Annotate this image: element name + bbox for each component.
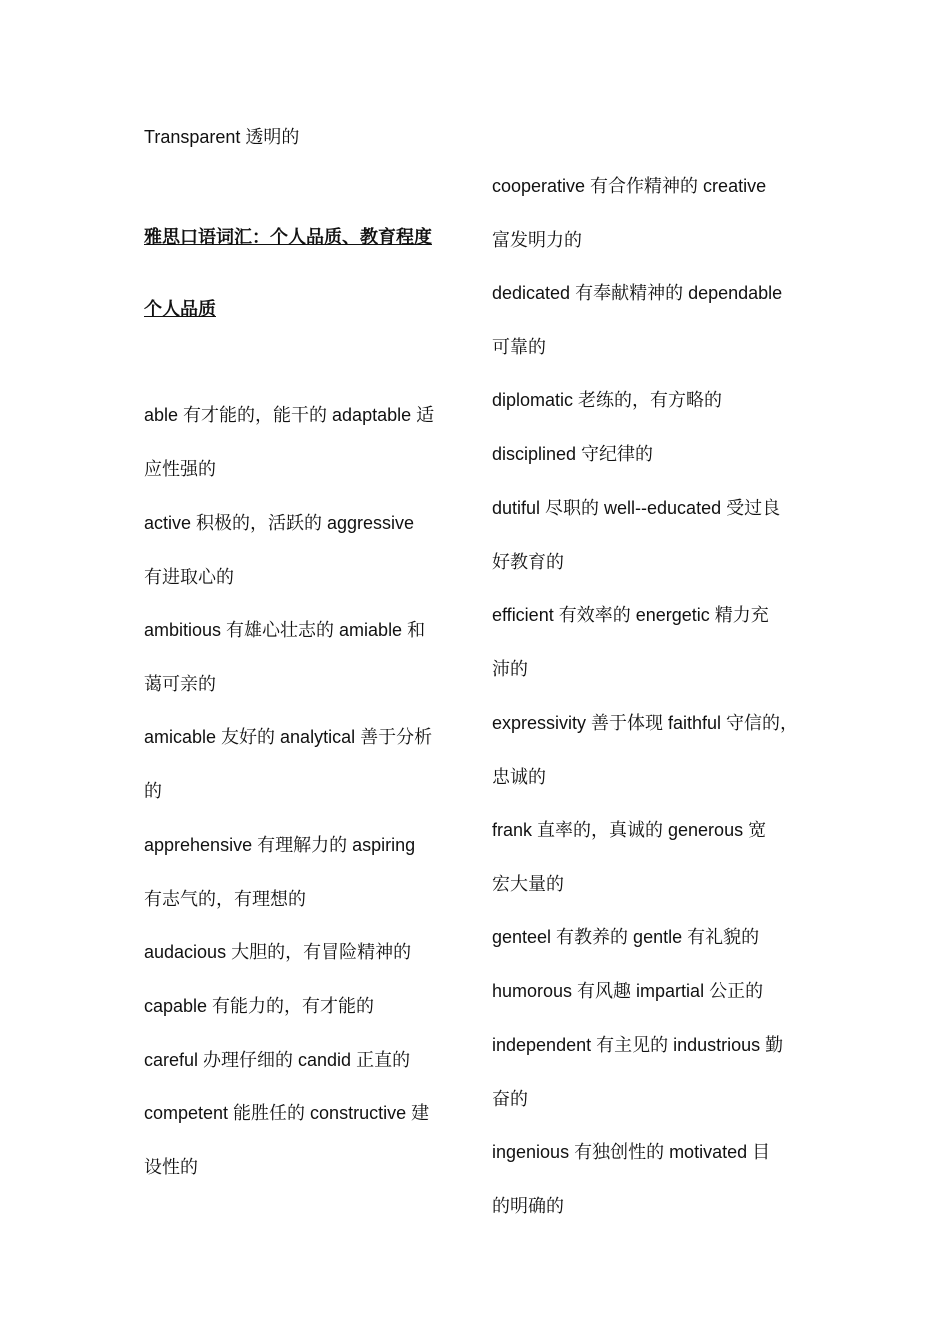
right-line: dedicated 有奉献精神的 dependable [492,283,783,303]
right-line: frank 直率的，真诚的 generous 宽 [492,820,767,840]
right-line: diplomatic 老练的，有方略的 [492,390,723,410]
left-line: 有志气的，有理想的 [144,889,306,909]
left-line: amicable 友好的 analytical 善于分析 [144,727,433,747]
right-line: expressivity 善于体现 faithful 守信的， [492,713,799,733]
section-title: 雅思口语词汇：个人品质、教育程度 [144,227,432,247]
intro-line: Transparent 透明的 [144,127,300,147]
right-line: cooperative 有合作精神的 creative [492,176,767,196]
right-line: efficient 有效率的 energetic 精力充 [492,605,769,625]
right-line: genteel 有教养的 gentle 有礼貌的 [492,927,760,947]
right-line: humorous 有风趣 impartial 公正的 [492,981,764,1001]
left-line: able 有才能的，能干的 adaptable 适 [144,405,435,425]
left-line: 的 [144,781,162,801]
right-line: independent 有主见的 industrious 勤 [492,1035,784,1055]
right-line: 富发明力的 [492,230,582,250]
subsection-title: 个人品质 [144,299,216,319]
left-line: careful 办理仔细的 candid 正直的 [144,1050,411,1070]
left-line: 蔼可亲的 [144,674,216,694]
left-line: audacious 大胆的，有冒险精神的 [144,942,412,962]
right-line: disciplined 守纪律的 [492,444,654,464]
left-line: competent 能胜任的 constructive 建 [144,1103,430,1123]
left-line: ambitious 有雄心壮志的 amiable 和 [144,620,426,640]
right-line: dutiful 尽职的 well--educated 受过良 [492,498,781,518]
left-line: 有进取心的 [144,567,234,587]
right-line: 奋的 [492,1089,528,1109]
left-line: 应性强的 [144,459,216,479]
left-line: capable 有能力的，有才能的 [144,996,375,1016]
right-line: 可靠的 [492,337,546,357]
right-line: 好教育的 [492,552,564,572]
left-line: 设性的 [144,1157,198,1177]
right-line: 沛的 [492,659,528,679]
right-line: ingenious 有独创性的 motivated 目 [492,1142,771,1162]
left-line: active 积极的，活跃的 aggressive [144,513,415,533]
left-line: apprehensive 有理解力的 aspiring [144,835,416,855]
right-line: 的明确的 [492,1196,564,1216]
right-line: 忠诚的 [492,767,546,787]
right-line: 宏大量的 [492,874,564,894]
